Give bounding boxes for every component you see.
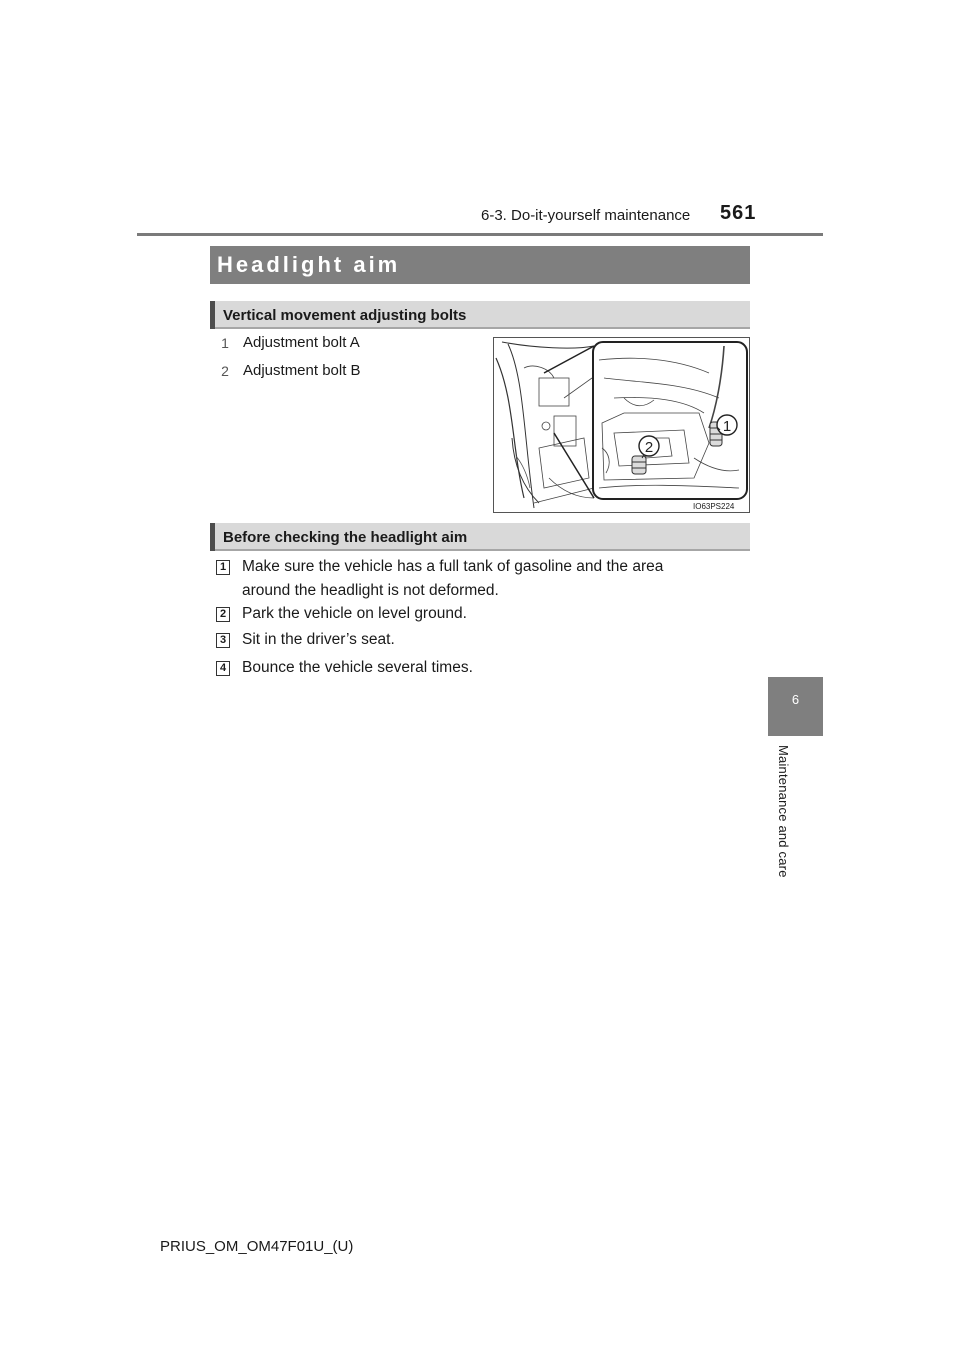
step-number-box: 2 <box>216 607 230 622</box>
subheading-before-checking: Before checking the headlight aim <box>223 529 468 546</box>
callout-number: 1 <box>221 335 229 351</box>
step-number-box: 3 <box>216 633 230 648</box>
illustration-code: IO63PS224 <box>693 502 735 511</box>
running-header-section: 6-3. Do-it-yourself maintenance <box>481 207 691 224</box>
page-number: 561 <box>720 202 757 224</box>
header-rule <box>137 233 823 236</box>
chapter-title: Maintenance and care <box>776 745 791 878</box>
document-footer: PRIUS_OM_OM47F01U_(U) <box>160 1238 354 1255</box>
illustration-callout-2: 2 <box>644 439 654 456</box>
step-text <box>242 555 744 603</box>
subheading-accent <box>210 301 215 329</box>
subheading-vertical-bolts: Vertical movement adjusting bolts <box>223 307 467 324</box>
chapter-number: 6 <box>791 692 800 707</box>
step-text-line: Make sure the vehicle has a full tank of gasoline and the area <box>242 558 664 575</box>
step-text: Park the vehicle on level ground. <box>242 605 467 622</box>
step-number-box: 4 <box>216 661 230 676</box>
page-title: Headlight aim <box>217 252 401 277</box>
callout-label: Adjustment bolt B <box>243 362 361 379</box>
callout-label: Adjustment bolt A <box>243 334 360 351</box>
headlight-bolts-illustration <box>493 337 750 513</box>
engine-bay-drawing <box>494 338 750 513</box>
step-text: Bounce the vehicle several times. <box>242 659 473 676</box>
subheading-accent <box>210 523 215 551</box>
callout-number: 2 <box>221 363 229 379</box>
step-text-line: around the headlight is not deformed. <box>242 582 499 599</box>
step-number-box: 1 <box>216 560 230 575</box>
illustration-callout-1: 1 <box>722 418 732 435</box>
step-text: Sit in the driver’s seat. <box>242 631 395 648</box>
